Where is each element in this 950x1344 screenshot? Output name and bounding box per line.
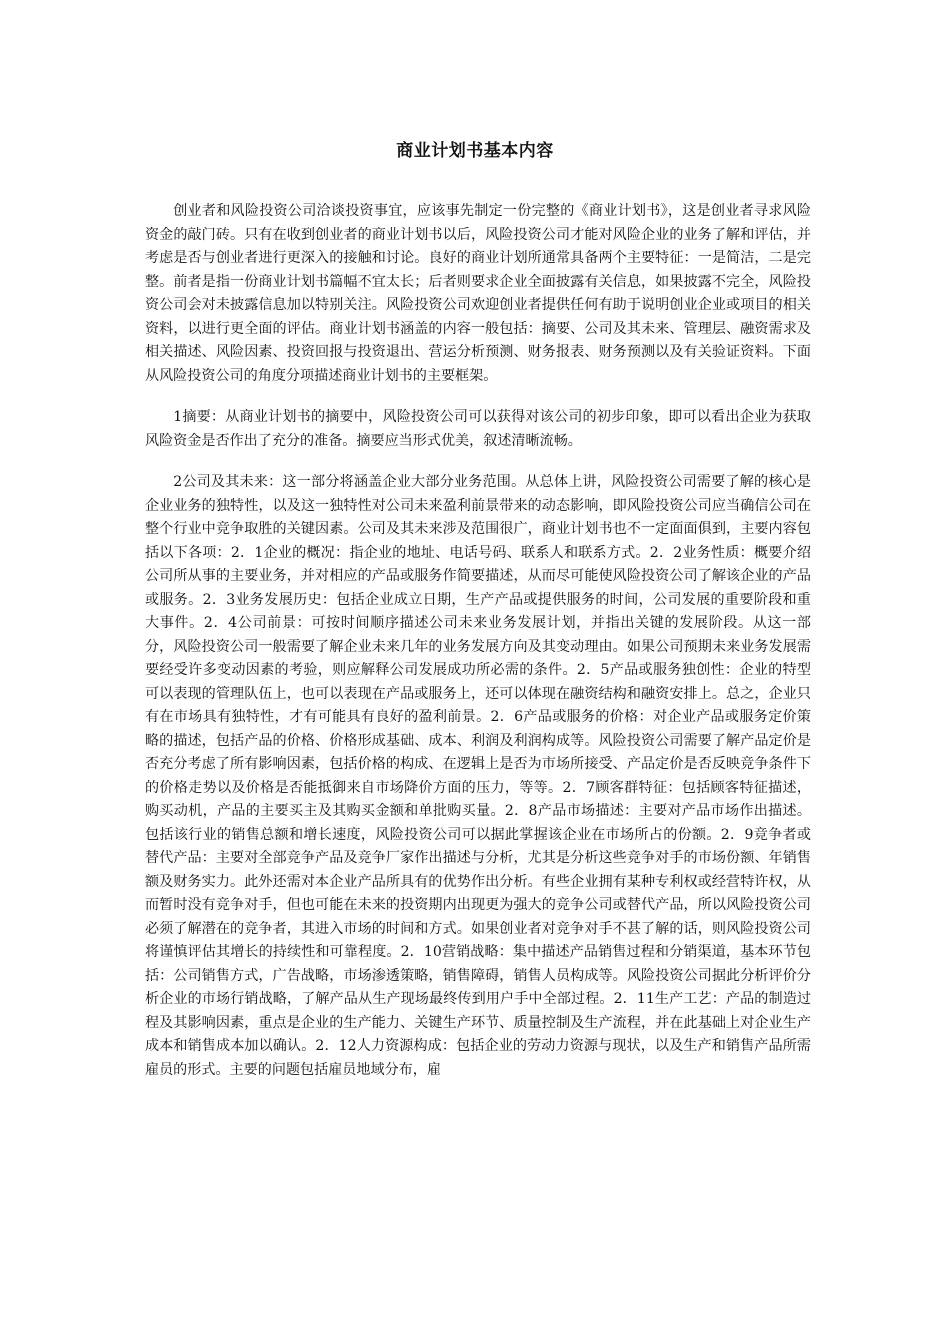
summary-paragraph: 1摘要：从商业计划书的摘要中，风险投资公司可以获得对该公司的初步印象，即可以看出企业为获取风险资金是否作出了充分的准备。摘要应当形式优美，叙述清晰流畅。 (145, 409, 811, 449)
document-body (145, 200, 811, 1100)
company-future-paragraph: 2公司及其未来：这一部分将涵盖企业大部分业务范围。从总体上讲，风险投资公司需要了解的核心是企业业务的独特性，以及这一独特性对公司未来盈利前景带来的动态影响，即风险投资公司应当确信公司在整个行业中竞争取胜的关键因素。公司及其未来涉及范围很广，商业计划书也不一定面面俱到，主要内容包括以下各项：2．1企业的概况：指企业的地址、电话号码、联系人和联系方式。2．2业务性质：概要介绍公司所从事的主要业务，并对相应的产品或服务作简要描述，从而尽可能使风险投资公司了解该企业的产品或服务。2．3业务发展历史：包括企业成立日期，生产产品或提供服务的时间，公司发展的重要阶段和重大事件。2．4公司前景：可按时间顺序描述公司未来业务发展计划，并指出关键的发展阶段。从这一部分，风险投资公司一般需要了解企业未来几年的业务发展方向及其变动理由。如果公司预期未来业务发展需要经受许多变动因素的考验，则应解释公司发展成功所必需的条件。2．5产品或服务独创性：企业的特型可以表现的管理队伍上，也可以表现在产品或服务上，还可以体现在融资结构和融资安排上。总之，企业只有在市场具有独特性，才有可能具有良好的盈利前景。2．6产品或服务的价格：对企业产品或服务定价策略的描述，包括产品的价格、价格形成基础、成本、利润及利润构成等。风险投资公司需要了解产品定价是否充分考虑了所有影响因素，包括价格的构成、在逻辑上是否为市场所接受、产品定价是否反映竞争条件下的价格走势以及价格是否能抵御来自市场降价方面的压力，等等。2．7顾客群特征：包括顾客特征描述，购买动机，产品的主要买主及其购买金额和单批购买量。2．8产品市场描述：主要对产品市场作出描述。包括该行业的销售总额和增长速度，风险投资公司可以据此掌握该企业在市场所占的份额。2．9竞争者或替代产品：主要对全部竞争产品及竞争厂家作出描述与分析，尤其是分析这些竞争对手的市场份额、年销售额及财务实力。此外还需对本企业产品所具有的优势作出分析。有些企业拥有某种专利权或经营特许权，从而暂时没有竞争对手，但也可能在未来的投资期内出现更为强大的竞争公司或替代产品，所以风险投资公司必须了解潜在的竞争者，其进入市场的时间和方式。如果创业者对竞争对手不甚了解的话，则风险投资公司将谨慎评估其增长的持续性和可靠程度。2．10营销战略：集中描述产品销售过程和分销渠道，基本环节包括：公司销售方式，广告战略，市场渗透策略，销售障碍，销售人员构成等。风险投资公司据此分析评价分析企业的市场行销战略，了解产品从生产现场最终传到用户手中全部过程。2．11生产工艺：产品的制造过程及其影响因素，重点是企业的生产能力、关键生产环节、质量控制及生产流程，并在此基础上对企业生产成本和销售成本加以确认。2．12人力资源构成：包括企业的劳动力资源与现状，以及生产和销售产品所需雇员的形式。主要的问题包括雇员地域分布，雇 (145, 474, 811, 1078)
intro-paragraph: 创业者和风险投资公司洽谈投资事宜，应该事先制定一份完整的《商业计划书》，这是创业者寻求风险资金的敲门砖。只有在收到创业者的商业计划书以后，风险投资公司才能对风险企业的业务了解和评估，并考虑是否与创业者进行更深入的接触和讨论。良好的商业计划所通常具备两个主要特征：一是简洁，二是完整。前者是指一份商业计划书篇幅不宜太长；后者则要求企业全面披露有关信息，如果披露不完全，风险投资公司会对未披露信息加以特别关注。风险投资公司欢迎创业者提供任何有助于说明创业企业或项目的相关资料，以进行更全面的评估。商业计划书涵盖的内容一般包括：摘要、公司及其未来、管理层、融资需求及相关描述、风险因素、投资回报与投资退出、营运分析预测、财务报表、财务预测以及有关验证资料。下面从风险投资公司的角度分项描述商业计划书的主要框架。 (145, 203, 811, 384)
document-title: 商业计划书基本内容 (396, 141, 554, 161)
